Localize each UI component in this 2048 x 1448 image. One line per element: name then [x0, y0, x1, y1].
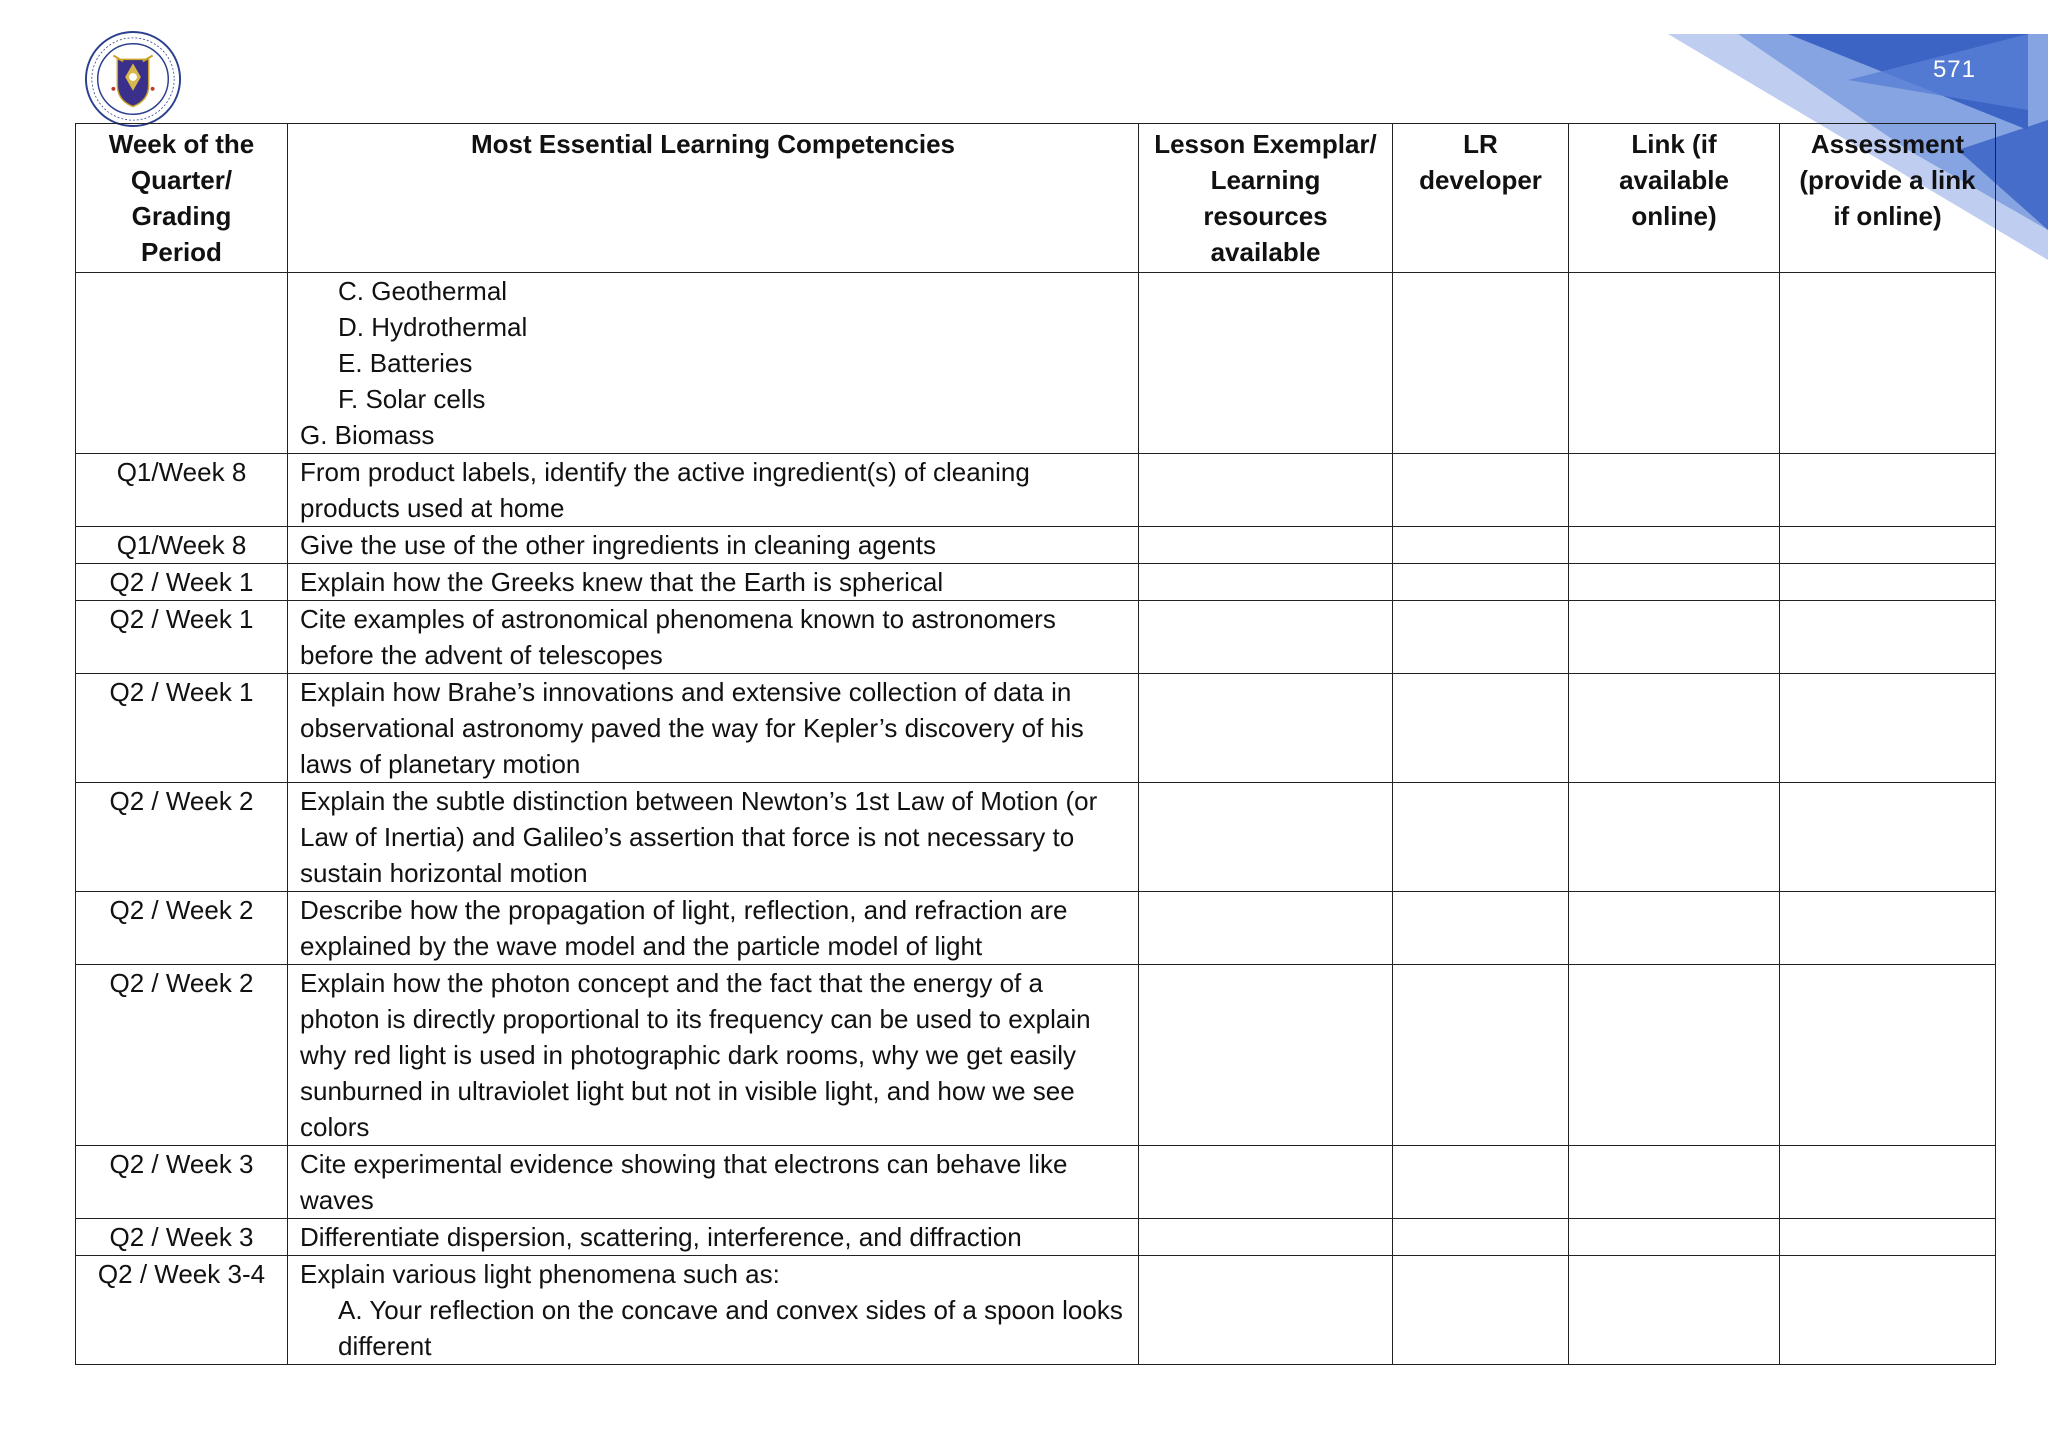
table-row: [76, 965, 1996, 1146]
deped-seal-icon: [84, 30, 182, 128]
assessment-cell: [1780, 1256, 1996, 1365]
lesson-cell: [1139, 1256, 1393, 1365]
table-row: [76, 601, 1996, 674]
week-cell: Q2 / Week 1: [76, 564, 288, 601]
assessment-cell: [1780, 601, 1996, 674]
header-lr-developer: LR developer: [1393, 124, 1569, 273]
table-row: [76, 454, 1996, 527]
lr-cell: [1393, 273, 1569, 454]
lesson-cell: [1139, 1219, 1393, 1256]
link-cell: [1569, 892, 1780, 965]
assessment-cell: [1780, 892, 1996, 965]
lesson-cell: [1139, 564, 1393, 601]
melc-table: [75, 123, 1996, 1365]
table-row: [76, 1219, 1996, 1256]
assessment-cell: [1780, 674, 1996, 783]
lesson-cell: [1139, 965, 1393, 1146]
competency-text: Explain various light phenomena such as:: [300, 1259, 780, 1289]
lesson-cell: [1139, 674, 1393, 783]
competency-cell: Describe how the propagation of light, reflection, and refraction are explained by the wave model and the particle model of light: [288, 892, 1139, 965]
week-cell: Q2 / Week 3: [76, 1146, 288, 1219]
week-cell: Q1/Week 8: [76, 454, 288, 527]
header-assessment: Assessment (provide a link if online): [1780, 124, 1996, 273]
header-week: Week of the Quarter/ Grading Period: [76, 124, 288, 273]
link-cell: [1569, 454, 1780, 527]
table-row: [76, 892, 1996, 965]
link-cell: [1569, 1146, 1780, 1219]
lesson-cell: [1139, 783, 1393, 892]
link-cell: [1569, 965, 1780, 1146]
competency-subitem: F. Solar cells: [338, 384, 486, 414]
link-cell: [1569, 674, 1780, 783]
lr-cell: [1393, 527, 1569, 564]
week-cell: Q2 / Week 2: [76, 892, 288, 965]
table-row: [76, 564, 1996, 601]
header-lesson-exemplar: Lesson Exemplar/ Learning resources available: [1139, 124, 1393, 273]
link-cell: [1569, 564, 1780, 601]
lr-cell: [1393, 454, 1569, 527]
assessment-cell: [1780, 965, 1996, 1146]
week-cell: Q2 / Week 2: [76, 965, 288, 1146]
table-row: [76, 674, 1996, 783]
week-cell: Q2 / Week 1: [76, 601, 288, 674]
competency-cell: Explain how Brahe’s innovations and extensive collection of data in observational astronomy paved the way for Kepler’s discovery of his laws of planetary motion: [288, 674, 1139, 783]
competency-cell: Cite examples of astronomical phenomena known to astronomers before the advent of telescopes: [288, 601, 1139, 674]
competency-subitem: D. Hydrothermal: [338, 312, 528, 342]
header-link: Link (if available online): [1569, 124, 1780, 273]
header-competencies: Most Essential Learning Competencies: [288, 124, 1139, 273]
lesson-cell: [1139, 601, 1393, 674]
competency-cell: Explain how the photon concept and the fact that the energy of a photon is directly proportional to its frequency can be used to explain why red light is used in photographic dark rooms, why we get easily sunburned in ultraviolet light but not in visible light, and how we see colors: [288, 965, 1139, 1146]
week-cell: Q2 / Week 3-4: [76, 1256, 288, 1365]
competency-subitem: G. Biomass: [300, 420, 435, 450]
week-cell: Q2 / Week 1: [76, 674, 288, 783]
lesson-cell: [1139, 892, 1393, 965]
week-cell: Q2 / Week 2: [76, 783, 288, 892]
assessment-cell: [1780, 1146, 1996, 1219]
assessment-cell: [1780, 527, 1996, 564]
table-header-row: [76, 124, 1996, 273]
lr-cell: [1393, 1146, 1569, 1219]
assessment-cell: [1780, 454, 1996, 527]
table-row: [76, 273, 1996, 454]
competency-cell: Explain how the Greeks knew that the Earth is spherical: [288, 564, 1139, 601]
link-cell: [1569, 783, 1780, 892]
page-number: 571: [1932, 56, 1976, 83]
assessment-cell: [1780, 273, 1996, 454]
link-cell: [1569, 1256, 1780, 1365]
competency-subitem: C. Geothermal: [338, 276, 508, 306]
table-row: [76, 783, 1996, 892]
assessment-cell: [1780, 564, 1996, 601]
link-cell: [1569, 527, 1780, 564]
lesson-cell: [1139, 527, 1393, 564]
lr-cell: [1393, 564, 1569, 601]
lesson-cell: [1139, 1146, 1393, 1219]
assessment-cell: [1780, 783, 1996, 892]
link-cell: [1569, 601, 1780, 674]
competency-cell: Differentiate dispersion, scattering, interference, and diffraction: [288, 1219, 1139, 1256]
competency-cell: Give the use of the other ingredients in cleaning agents: [288, 527, 1139, 564]
lr-cell: [1393, 892, 1569, 965]
week-cell: Q1/Week 8: [76, 527, 288, 564]
table-row: [76, 1146, 1996, 1219]
table-row: [76, 1256, 1996, 1365]
lr-cell: [1393, 674, 1569, 783]
lr-cell: [1393, 1256, 1569, 1365]
competency-cell: From product labels, identify the active ingredient(s) of cleaning products used at home: [288, 454, 1139, 527]
week-cell: Q2 / Week 3: [76, 1219, 288, 1256]
lr-cell: [1393, 783, 1569, 892]
link-cell: [1569, 273, 1780, 454]
assessment-cell: [1780, 1219, 1996, 1256]
table-row: [76, 527, 1996, 564]
competency-cell: Explain the subtle distinction between Newton’s 1st Law of Motion (or Law of Inertia) and Galileo’s assertion that force is not necessary to sustain horizontal motion: [288, 783, 1139, 892]
lr-cell: [1393, 965, 1569, 1146]
lesson-cell: [1139, 273, 1393, 454]
link-cell: [1569, 1219, 1780, 1256]
competency-subitem: A. Your reflection on the concave and convex sides of a spoon looks different: [338, 1295, 1123, 1361]
competency-cell: Cite experimental evidence showing that electrons can behave like waves: [288, 1146, 1139, 1219]
competency-subitem: E. Batteries: [338, 348, 473, 378]
lr-cell: [1393, 601, 1569, 674]
week-cell: [76, 273, 288, 454]
competency-cell: [288, 273, 1139, 454]
lr-cell: [1393, 1219, 1569, 1256]
competency-cell: [288, 1256, 1139, 1365]
lesson-cell: [1139, 454, 1393, 527]
